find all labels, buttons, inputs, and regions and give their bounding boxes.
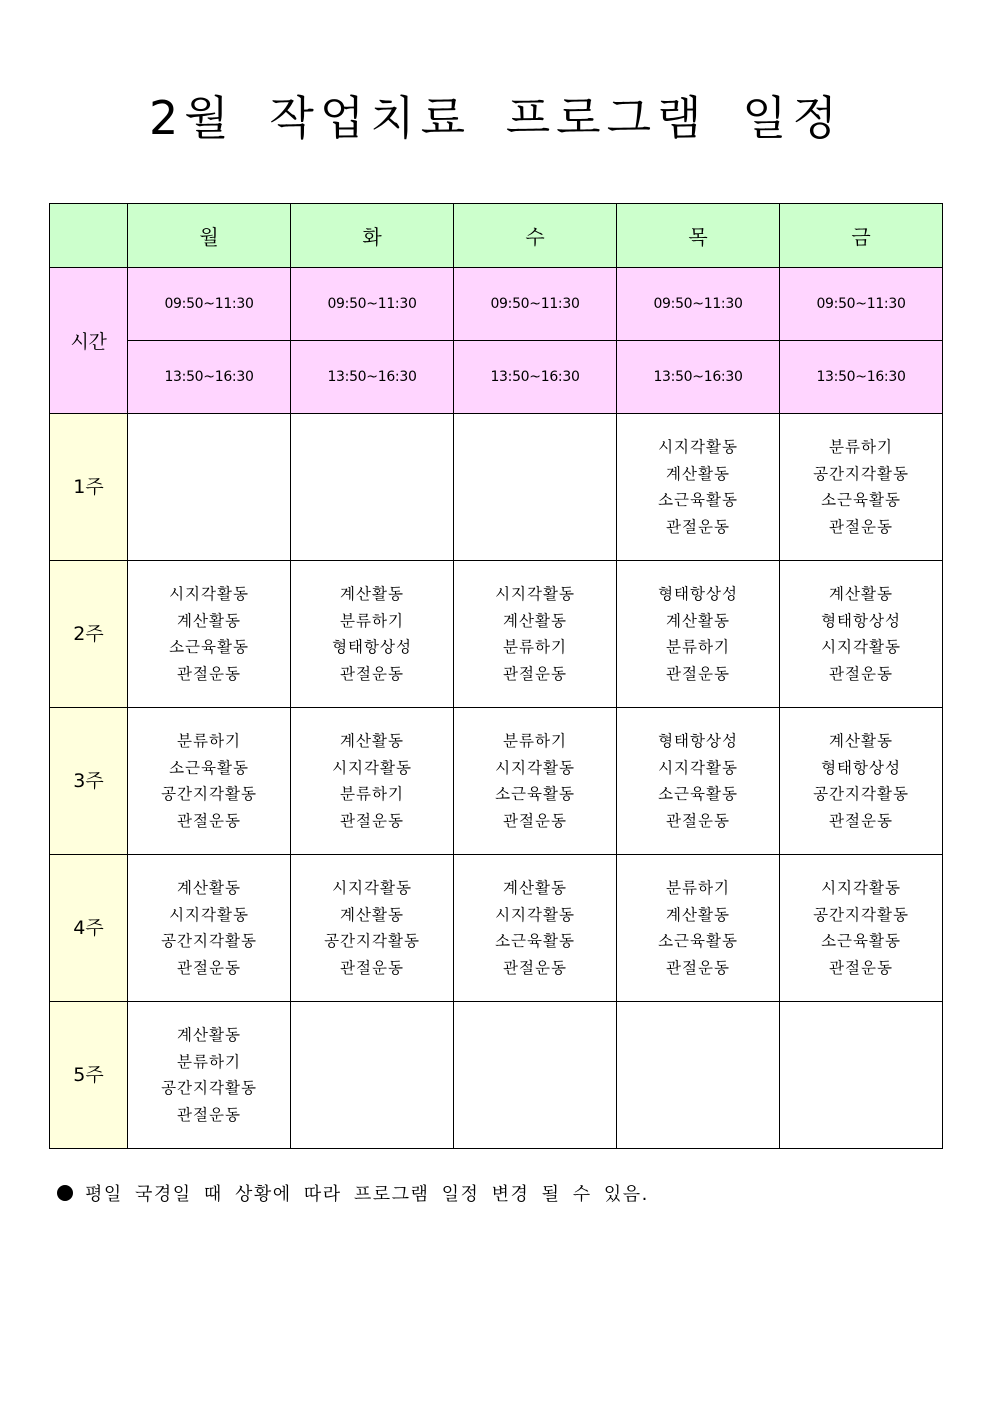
week-label: 5주 xyxy=(50,1002,128,1149)
activity-item: 관절운동 xyxy=(177,1105,241,1124)
week-row xyxy=(50,1002,943,1149)
activity-item: 시지각활동 xyxy=(658,758,738,777)
activity-item: 공간지각활동 xyxy=(161,785,257,803)
page-title: 2월 작업치료 프로그램 일정 xyxy=(149,91,843,145)
schedule-cell xyxy=(291,708,454,855)
schedule-cell xyxy=(617,855,780,1002)
activity-item: 소근육활동 xyxy=(821,491,901,509)
schedule-cell xyxy=(454,414,617,561)
activity-item: 시지각활동 xyxy=(495,905,575,924)
activity-item: 계산활동 xyxy=(829,732,893,750)
activity-item: 소근육활동 xyxy=(495,785,575,803)
activity-item: 계산활동 xyxy=(666,611,730,630)
week-row xyxy=(50,561,943,708)
time-slot-cell: 13:50~16:30 xyxy=(291,341,454,414)
activity-item: 관절운동 xyxy=(666,958,730,977)
schedule-cell xyxy=(780,1002,943,1149)
activity-item: 계산활동 xyxy=(340,585,404,603)
bullet-icon xyxy=(57,1185,73,1201)
activity-item: 시지각활동 xyxy=(821,879,901,897)
activity-item: 관절운동 xyxy=(666,811,730,830)
schedule-cell xyxy=(128,708,291,855)
activity-item: 소근육활동 xyxy=(658,491,738,509)
activity-item: 시지각활동 xyxy=(821,638,901,656)
activity-item: 계산활동 xyxy=(340,905,404,924)
activity-item: 공간지각활동 xyxy=(324,932,420,950)
schedule-cell xyxy=(617,414,780,561)
activity-item: 계산활동 xyxy=(177,1026,241,1044)
schedule-cell xyxy=(617,708,780,855)
schedule-cell xyxy=(291,561,454,708)
activity-item: 시지각활동 xyxy=(169,585,249,603)
week-label: 4주 xyxy=(50,855,128,1002)
activity-item: 계산활동 xyxy=(666,905,730,924)
activity-item: 시지각활동 xyxy=(495,585,575,603)
activity-item: 시지각활동 xyxy=(332,758,412,777)
activity-item: 관절운동 xyxy=(503,811,567,830)
activity-item: 계산활동 xyxy=(503,879,567,897)
schedule-cell xyxy=(128,414,291,561)
activity-item: 관절운동 xyxy=(503,958,567,977)
schedule-cell xyxy=(454,708,617,855)
activity-item: 계산활동 xyxy=(340,732,404,750)
activity-item: 관절운동 xyxy=(340,664,404,683)
activity-item: 시지각활동 xyxy=(658,438,738,456)
activity-item: 분류하기 xyxy=(829,438,893,456)
time-slot-cell: 09:50~11:30 xyxy=(454,268,617,341)
week-label: 2주 xyxy=(50,561,128,708)
activity-item: 관절운동 xyxy=(177,811,241,830)
activity-item: 형태항상성 xyxy=(821,758,901,777)
note-text: 평일 국경일 때 상황에 따라 프로그램 일정 변경 될 수 있음. xyxy=(85,1184,649,1205)
day-header-row xyxy=(50,204,943,268)
day-header-tue: 화 xyxy=(291,204,454,268)
activity-item: 시지각활동 xyxy=(169,905,249,924)
activity-item: 관절운동 xyxy=(340,958,404,977)
schedule-cell xyxy=(128,561,291,708)
schedule-cell xyxy=(291,1002,454,1149)
time-slot-cell: 13:50~16:30 xyxy=(128,341,291,414)
activity-item: 분류하기 xyxy=(666,879,730,897)
activity-item: 관절운동 xyxy=(829,958,893,977)
activity-item: 관절운동 xyxy=(503,664,567,683)
activity-item: 시지각활동 xyxy=(332,879,412,897)
activity-item: 분류하기 xyxy=(177,1052,241,1071)
week-label: 3주 xyxy=(50,708,128,855)
schedule-cell xyxy=(291,414,454,561)
activity-item: 관절운동 xyxy=(829,517,893,536)
time-row-morning xyxy=(50,268,943,341)
day-header-fri: 금 xyxy=(780,204,943,268)
day-header-mon: 월 xyxy=(128,204,291,268)
activity-item: 관절운동 xyxy=(177,958,241,977)
activity-item: 형태항상성 xyxy=(658,585,738,603)
activity-item: 시지각활동 xyxy=(495,758,575,777)
activity-item: 관절운동 xyxy=(177,664,241,683)
activity-item: 공간지각활동 xyxy=(813,785,909,803)
week-label: 1주 xyxy=(50,414,128,561)
corner-cell xyxy=(50,204,128,268)
activity-item: 소근육활동 xyxy=(658,932,738,950)
activity-item: 계산활동 xyxy=(177,611,241,630)
schedule-cell xyxy=(617,1002,780,1149)
time-slot-cell: 09:50~11:30 xyxy=(128,268,291,341)
time-slot-cell: 09:50~11:30 xyxy=(291,268,454,341)
time-slot-cell: 13:50~16:30 xyxy=(617,341,780,414)
time-slot-cell: 09:50~11:30 xyxy=(780,268,943,341)
activity-item: 형태항상성 xyxy=(821,611,901,630)
activity-item: 소근육활동 xyxy=(658,785,738,803)
activity-item: 소근육활동 xyxy=(169,758,249,777)
activity-item: 공간지각활동 xyxy=(161,1079,257,1097)
schedule-cell xyxy=(780,855,943,1002)
day-header-thu: 목 xyxy=(617,204,780,268)
schedule-cell xyxy=(454,855,617,1002)
time-slot-cell: 09:50~11:30 xyxy=(617,268,780,341)
schedule-table xyxy=(49,203,943,1149)
activity-item: 관절운동 xyxy=(666,517,730,536)
activity-item: 관절운동 xyxy=(829,811,893,830)
schedule-cell xyxy=(780,414,943,561)
week-row xyxy=(50,855,943,1002)
activity-item: 형태항상성 xyxy=(332,638,412,656)
activity-item: 관절운동 xyxy=(340,811,404,830)
day-header-wed: 수 xyxy=(454,204,617,268)
activity-item: 분류하기 xyxy=(340,785,404,803)
activity-item: 소근육활동 xyxy=(495,932,575,950)
schedule-cell xyxy=(617,561,780,708)
activity-item: 관절운동 xyxy=(829,664,893,683)
activity-item: 계산활동 xyxy=(829,585,893,603)
activity-item: 공간지각활동 xyxy=(161,932,257,950)
activity-item: 공간지각활동 xyxy=(813,464,909,483)
week-row xyxy=(50,414,943,561)
activity-item: 관절운동 xyxy=(666,664,730,683)
time-slot-cell: 13:50~16:30 xyxy=(454,341,617,414)
activity-item: 계산활동 xyxy=(503,611,567,630)
time-label: 시간 xyxy=(50,268,128,414)
activity-item: 소근육활동 xyxy=(821,932,901,950)
activity-item: 공간지각활동 xyxy=(813,905,909,924)
schedule-cell xyxy=(454,561,617,708)
schedule-cell xyxy=(128,1002,291,1149)
schedule-cell xyxy=(780,561,943,708)
schedule-cell xyxy=(454,1002,617,1149)
activity-item: 분류하기 xyxy=(177,732,241,750)
activity-item: 계산활동 xyxy=(177,879,241,897)
week-row xyxy=(50,708,943,855)
activity-item: 분류하기 xyxy=(503,638,567,656)
schedule-cell xyxy=(128,855,291,1002)
schedule-note xyxy=(57,1180,649,1206)
activity-item: 형태항상성 xyxy=(658,732,738,750)
time-row-afternoon xyxy=(50,341,943,414)
schedule-cell xyxy=(780,708,943,855)
activity-item: 분류하기 xyxy=(503,732,567,750)
activity-item: 분류하기 xyxy=(666,638,730,656)
activity-item: 소근육활동 xyxy=(169,638,249,656)
activity-item: 분류하기 xyxy=(340,611,404,630)
time-slot-cell: 13:50~16:30 xyxy=(780,341,943,414)
schedule-cell xyxy=(291,855,454,1002)
activity-item: 계산활동 xyxy=(666,464,730,483)
